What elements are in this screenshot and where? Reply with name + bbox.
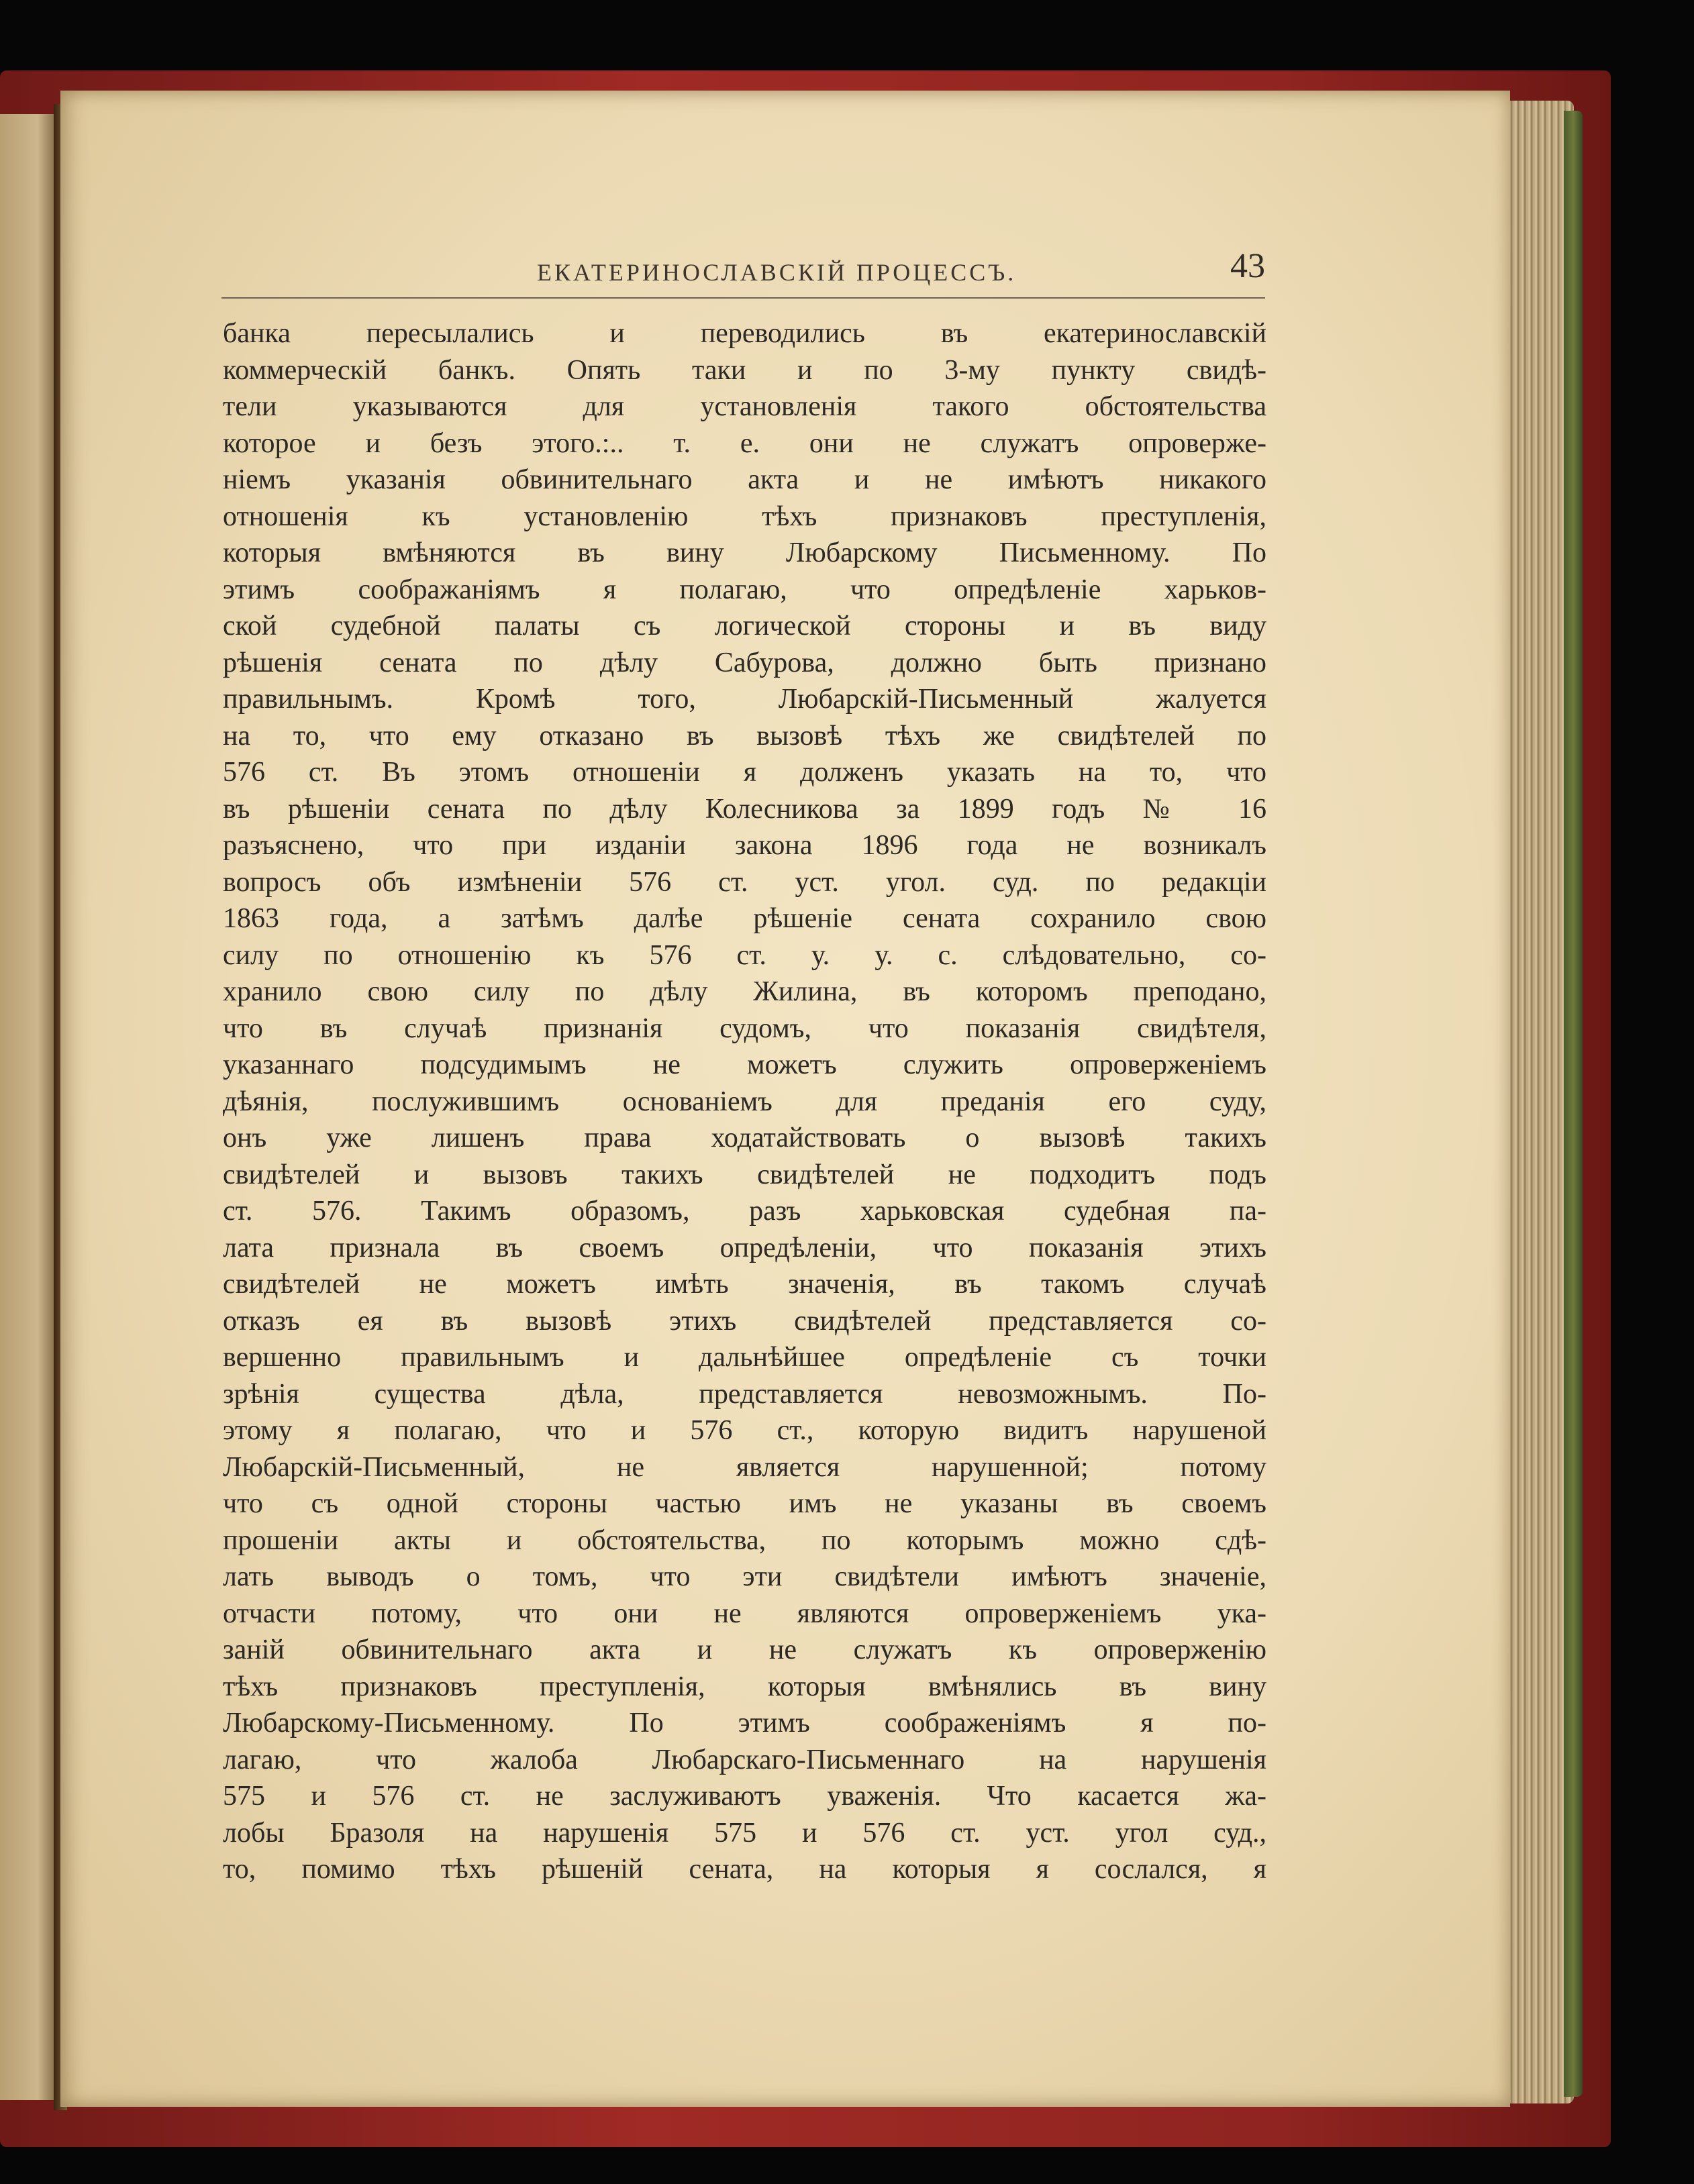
- text-line: коммерческій банкъ. Опять таки и по 3-му пункту свидѣ-: [223, 354, 1266, 386]
- text-line: лагаю, что жалоба Любарскаго-Письменнаго на нарушенія: [223, 1744, 1266, 1775]
- page-block-side: [1564, 111, 1583, 2097]
- text-line: ст. 576. Такимъ образомъ, разъ харьковская судебная па-: [223, 1196, 1266, 1227]
- text-line: которое и безъ этого.:.. т. е. они не служатъ опроверже-: [223, 427, 1266, 459]
- text-line: заній обвинительнаго акта и не служатъ къ опроверженію: [223, 1634, 1266, 1665]
- text-line: правильнымъ. Кромѣ того, Любарскій-Письменный жалуется: [223, 684, 1266, 715]
- running-title: ЕКАТЕРИНОСЛАВСКІЙ ПРОЦЕССЪ.: [537, 259, 1017, 286]
- text-line: дѣянія, послужившимъ основаніемъ для преданія его суду,: [223, 1086, 1266, 1117]
- text-line: которыя вмѣняются въ вину Любарскому Письменному. По: [223, 537, 1266, 568]
- text-line: тѣхъ признаковъ преступленія, которыя вмѣнялись въ вину: [223, 1671, 1266, 1702]
- text-line: что въ случаѣ признанія судомъ, что показанія свидѣтеля,: [223, 1012, 1266, 1044]
- text-line: свидѣтелей не можетъ имѣть значенія, въ такомъ случаѣ: [223, 1269, 1266, 1300]
- text-line: этому я полагаю, что и 576 ст., которую видитъ нарушеной: [223, 1415, 1266, 1446]
- text-line: прошеніи акты и обстоятельства, по которымъ можно сдѣ-: [223, 1524, 1266, 1556]
- text-line: разъяснено, что при изданіи закона 1896 года не возникалъ: [223, 830, 1266, 861]
- text-line: Любарскому-Письменному. По этимъ соображеніямъ я по-: [223, 1708, 1266, 1738]
- text-line: Любарскій-Письменный, не является нарушенной; потому: [223, 1451, 1266, 1483]
- text-line: силу по отношенію къ 576 ст. у. у. с. слѣдовательно, со-: [223, 939, 1266, 971]
- text-line: свидѣтелей и вызовъ такихъ свидѣтелей не подходитъ подъ: [223, 1159, 1266, 1190]
- text-line: въ рѣшеніи сената по дѣлу Колесникова за 1899 годъ № 16: [223, 793, 1266, 825]
- text-line: указаннаго подсудимымъ не можетъ служить опроверженіемъ: [223, 1049, 1266, 1080]
- text-line: хранило свою силу по дѣлу Жилина, въ которомъ преподано,: [223, 976, 1266, 1007]
- text-line: вершенно правильнымъ и дальнѣйшее опредѣленіе съ точки: [223, 1342, 1266, 1373]
- text-line: отказъ ея въ вызовѣ этихъ свидѣтелей представляется со-: [223, 1305, 1266, 1337]
- text-line: рѣшенія сената по дѣлу Сабурова, должно быть признано: [223, 647, 1266, 678]
- text-line: зрѣнія существа дѣла, представляется невозможнымъ. По-: [223, 1378, 1266, 1410]
- text-line: тели указываются для установленія такого обстоятельства: [223, 391, 1266, 422]
- text-line: 575 и 576 ст. не заслуживаютъ уваженія. Что касается жа-: [223, 1781, 1266, 1812]
- text-line: ской судебной палаты съ логической стороны и въ виду: [223, 611, 1266, 641]
- running-header: [221, 238, 1265, 305]
- text-line: лобы Бразоля на нарушенія 575 и 576 ст. уст. угол суд.,: [223, 1817, 1266, 1849]
- text-line: вопросъ объ измѣненіи 576 ст. уст. угол. суд. по редакціи: [223, 866, 1266, 898]
- text-line: что съ одной стороны частью имъ не указаны въ своемъ: [223, 1488, 1266, 1519]
- text-line: лата признала въ своемъ опредѣленіи, что показанія этихъ: [223, 1232, 1266, 1263]
- text-line: на то, что ему отказано въ вызовѣ тѣхъ же свидѣтелей по: [223, 720, 1266, 751]
- text-line: лать выводъ о томъ, что эти свидѣтели имѣютъ значеніе,: [223, 1561, 1266, 1592]
- facing-page-edge: [0, 114, 54, 2100]
- text-line: то, помимо тѣхъ рѣшеній сената, на которыя я сослался, я: [223, 1854, 1266, 1885]
- page-number: 43: [1230, 247, 1265, 285]
- book-page: [60, 91, 1510, 2107]
- header-rule: [221, 297, 1265, 299]
- text-line: банка пересылались и переводились въ екатеринославскій: [223, 318, 1266, 349]
- text-line: этимъ соображаніямъ я полагаю, что опредѣленіе харьков-: [223, 574, 1266, 605]
- text-line: отношенія къ установленію тѣхъ признаковъ преступленія,: [223, 501, 1266, 532]
- text-line: онъ уже лишенъ права ходатайствовать о вызовѣ такихъ: [223, 1123, 1266, 1153]
- text-line: отчасти потому, что они не являются опроверженіемъ ука-: [223, 1598, 1266, 1629]
- text-line: ніемъ указанія обвинительнаго акта и не имѣютъ никакого: [223, 464, 1266, 495]
- text-line: 1863 года, а затѣмъ далѣе рѣшеніе сената сохранило свою: [223, 903, 1266, 934]
- text-line: 576 ст. Въ этомъ отношеніи я долженъ указать на то, что: [223, 757, 1266, 788]
- body-text: [223, 315, 1266, 1888]
